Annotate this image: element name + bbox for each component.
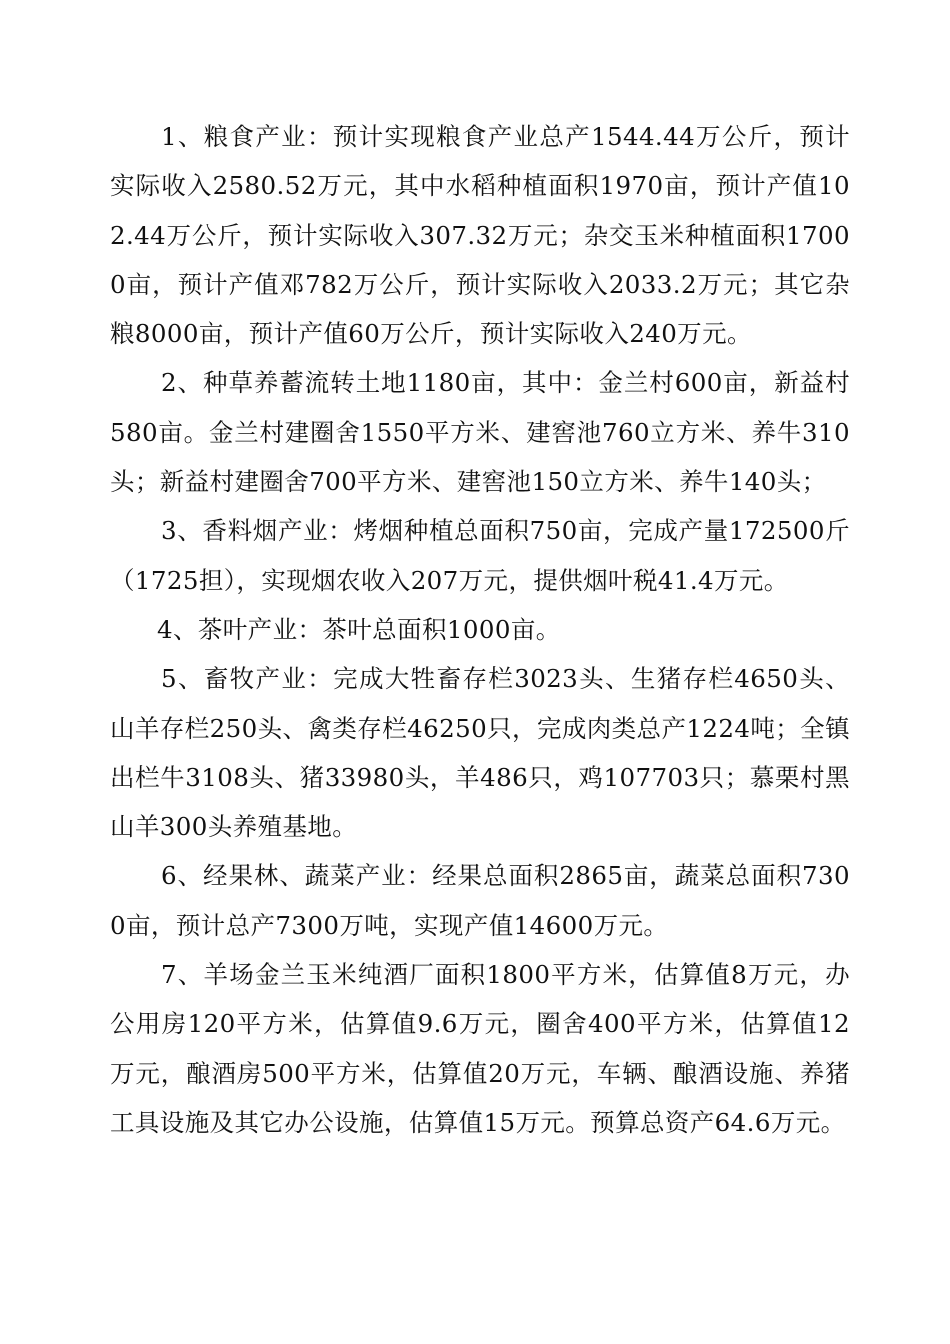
paragraph-grain-industry: 1、粮食产业：预计实现粮食产业总产1544.44万公斤，预计实际收入2580.52万元，其中水稻种植面积1970亩，预计产值102.44万公斤，预计实际收入307.32万元；杂交玉米种植面积17000亩，预计产值邓782万公斤，预计实际收入2033.2万元；其它杂粮8000亩，预计产值60万公斤，预计实际收入240万元。 xyxy=(110,122,850,349)
paragraph-fruit-vegetable: 6、经果林、蔬菜产业：经果总面积2865亩，蔬菜总面积7300亩，预计总产7300万吨，实现产值14600万元。 xyxy=(110,861,850,940)
paragraph-tea-industry: 4、茶叶产业：茶叶总面积1000亩。 xyxy=(157,614,561,644)
document-body xyxy=(110,112,850,1147)
paragraph-animal-husbandry: 5、畜牧产业：完成大牲畜存栏3023头、生猪存栏4650头、山羊存栏250头、禽类存栏46250只，完成肉类总产1224吨；全镇出栏牛3108头、猪33980头，羊486只，鸡107703只；慕栗村黑山羊300头养殖基地。 xyxy=(110,664,850,842)
paragraph-distillery-assets: 7、羊场金兰玉米纯酒厂面积1800平方米，估算值8万元，办公用房120平方米，估算值9.6万元，圈舍400平方米，估算值12万元，酿酒房500平方米，估算值20万元，车辆、酿酒设施、养猪工具设施及其它办公设施，估算值15万元。预算总资产64.6万元。 xyxy=(110,960,850,1137)
paragraph-tobacco-industry: 3、香料烟产业：烤烟种植总面积750亩，完成产量172500斤（1725担），实现烟农收入207万元，提供烟叶税41.4万元。 xyxy=(110,516,850,595)
paragraph-grass-livestock: 2、种草养蓄流转土地1180亩，其中：金兰村600亩，新益村580亩。金兰村建圈舍1550平方米、建窖池760立方米、养牛310头；新益村建圈舍700平方米、建窖池150立方米、养牛140头； xyxy=(110,368,850,497)
